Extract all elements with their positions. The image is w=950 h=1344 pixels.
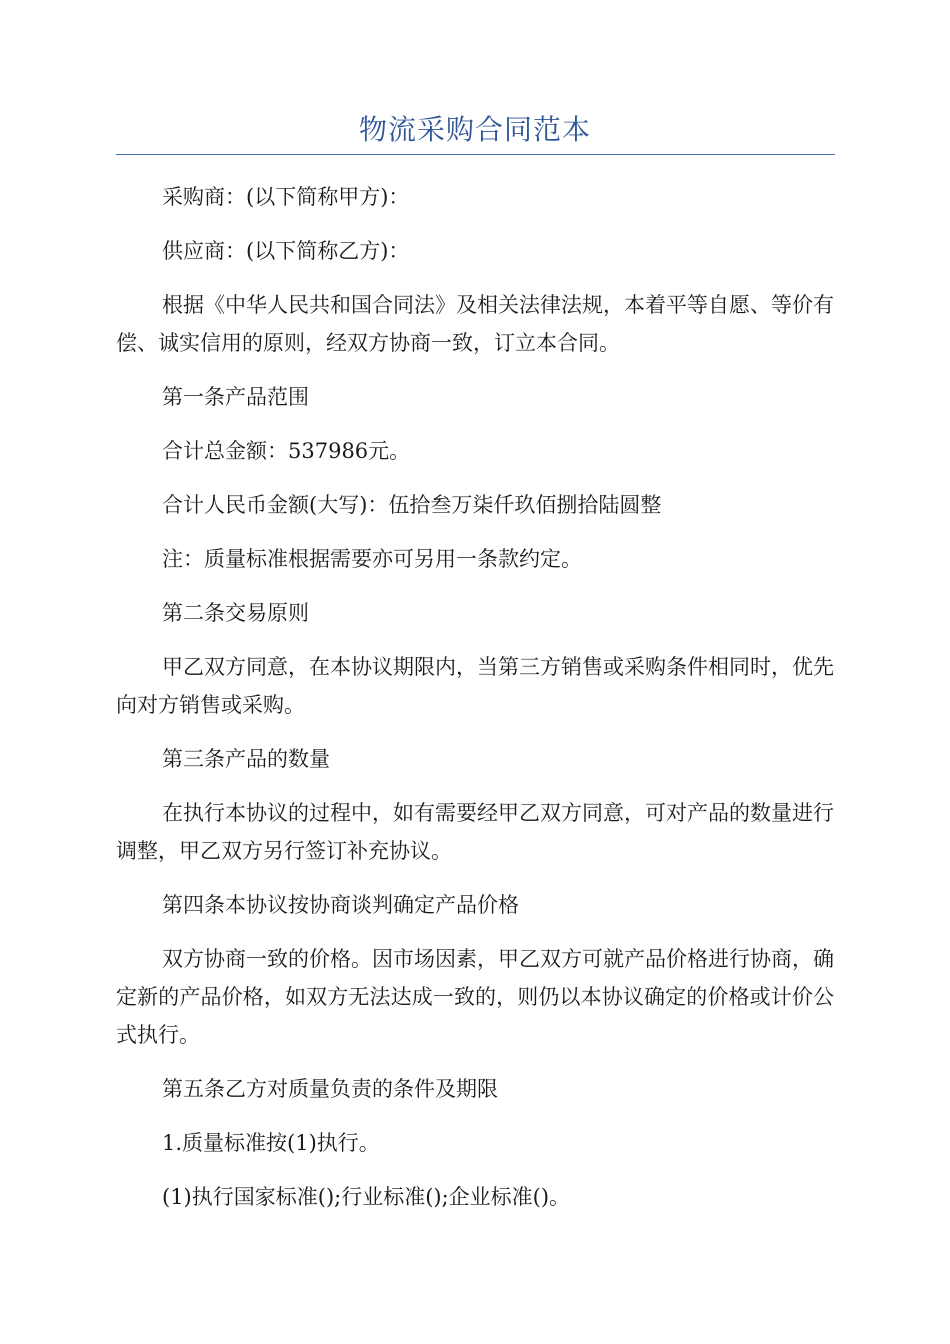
clause-4-heading: 第四条本协议按协商谈判确定产品价格 — [162, 893, 519, 917]
paragraph-total-amount-words: 合计人民币金额(大写)：伍拾叁万柒仟玖佰捌拾陆圆整 — [162, 493, 662, 517]
clause-5-heading: 第五条乙方对质量负责的条件及期限 — [162, 1077, 498, 1101]
clause-2-heading: 第二条交易原则 — [162, 601, 309, 625]
clause-1-heading: 第一条产品范围 — [162, 385, 309, 409]
clause-3-heading: 第三条产品的数量 — [162, 747, 330, 771]
clause-2-body: 甲乙双方同意，在本协议期限内，当第三方销售或采购条件相同时，优先向对方销售或采购。 — [116, 655, 834, 717]
paragraph-preamble: 根据《中华人民共和国合同法》及相关法律法规，本着平等自愿、等价有偿、诚实信用的原则，经双方协商一致，订立本合同。 — [116, 293, 834, 355]
paragraph-total-amount: 合计总金额：537986元。 — [162, 439, 411, 463]
title-underline — [116, 154, 835, 155]
clause-5-item-1-sub: (1)执行国家标准();行业标准();企业标准()。 — [162, 1185, 571, 1209]
clause-4-body: 双方协商一致的价格。因市场因素，甲乙双方可就产品价格进行协商，确定新的产品价格，如双方无法达成一致的，则仍以本协议确定的价格或计价公式执行。 — [116, 947, 834, 1047]
clause-5-item-1: 1.质量标准按(1)执行。 — [162, 1131, 380, 1155]
paragraph-supplier: 供应商：(以下简称乙方)： — [162, 239, 410, 263]
document-body — [116, 178, 834, 1232]
paragraph-note: 注：质量标准根据需要亦可另用一条款约定。 — [162, 547, 582, 571]
clause-3-body: 在执行本协议的过程中，如有需要经甲乙双方同意，可对产品的数量进行调整，甲乙双方另行签订补充协议。 — [116, 801, 834, 863]
document-title: 物流采购合同范本 — [358, 113, 591, 146]
paragraph-buyer: 采购商：(以下简称甲方)： — [162, 185, 410, 209]
